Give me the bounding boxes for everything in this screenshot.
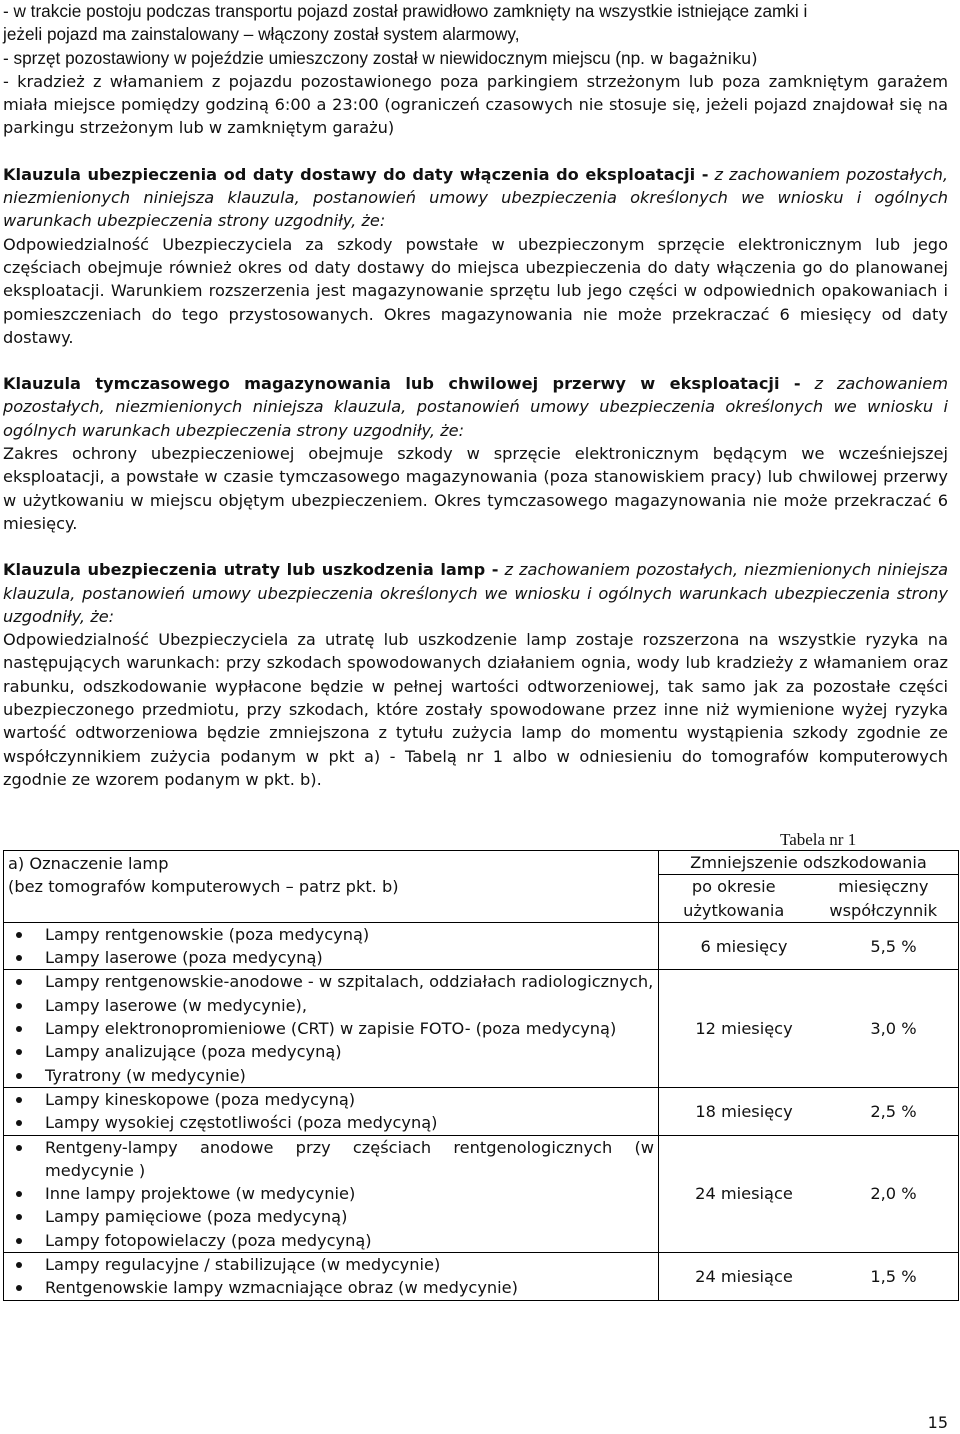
clause-delivery-title: Klauzula ubezpieczenia od daty dostawy do daty włączenia do eksploatacji -	[3, 164, 709, 184]
value-cell-2	[659, 970, 959, 1087]
list-item: Lampy laserowe (w medycynie),	[8, 994, 654, 1017]
header-reduction: Zmniejszenie odszkodowania	[659, 851, 959, 875]
clause-lamps-body: Odpowiedzialność Ubezpieczyciela za utratę lub uszkodzenie lamp zostaje rozszerzona na wszystkie ryzyka na następujących warunkach: przy szkodach spowodowanych działaniem ognia, wody lub kradzieży z włamaniem oraz rabunku, odszkodowanie wypłacone będzie w pełnej wartości odtworzeniowej, tak samo jak za pozostałe części ubezpieczonego przedmiotu, przy szkodach, które zostały spowodowane przez inne niż wymienione wyżej ryzyka wartość odtworzeniowa będzie zmniejszona z tytułu zużycia lamp do momentu wystąpienia szkody zgodnie ze współczynnikiem zużycia podanym w pkt a) - Tabelą nr 1 albo w odniesieniu do tomografów komputerowych zgodnie ze wzorem podanym w pkt. b).	[3, 630, 948, 789]
clause-storage	[3, 372, 948, 442]
coefficient-value: 5,5 %	[870, 936, 917, 956]
table-row	[4, 970, 959, 1087]
list-item: Lampy analizujące (poza medycyną)	[8, 1040, 654, 1063]
header-left-line-1: a) Oznaczenie lamp	[8, 854, 169, 873]
intro-line-1: - w trakcie postoju podczas transportu pojazd został prawidłowo zamknięty na wszystkie istniejące zamki i	[3, 1, 808, 21]
list-item: Rentgenowskie lampy wzmacniające obraz (w medycynie)	[8, 1276, 654, 1299]
clause-lamps-intro: z zachowaniem pozostałych, niezmienionych niniejsza klauzula, postanowień umowy ubezpieczenia określonych we wniosku i ogólnych warunkach ubezpieczenia strony uzgodniły, że:	[3, 560, 948, 626]
table-row	[4, 1135, 959, 1252]
intro-line-3-end: w bagażniku)	[650, 48, 758, 68]
lamp-group-5	[4, 1253, 659, 1301]
coefficient-value: 2,0 %	[870, 1184, 917, 1204]
intro-line-3	[3, 47, 948, 70]
lamp-group-2	[4, 970, 659, 1087]
document-page	[3, 0, 948, 791]
period-value: 12 miesięcy	[695, 1019, 793, 1039]
value-cell-1	[659, 922, 959, 970]
clause-delivery-body: Odpowiedzialność Ubezpieczyciela za szkody powstałe w ubezpieczonym sprzęcie elektronicznym lub jego częściach obejmuje również okres od daty dostawy do miejsca ubezpieczenia do daty włączenia go do planowanej eksploatacji. Warunkiem rozszerzenia jest magazynowanie sprzętu lub jego części w odpowiednich opakowaniach i pomieszczeniach do tego przystosowanych. Okres magazynowania nie może przekraczać 6 miesięcy od daty dostawy.	[3, 234, 948, 347]
list-item: Lampy regulacyjne / stabilizujące (w medycynie)	[8, 1253, 654, 1276]
clause-lamps-title: Klauzula ubezpieczenia utraty lub uszkodzenia lamp -	[3, 560, 499, 580]
table-header-row	[4, 851, 959, 875]
header-lamp-designation	[4, 851, 659, 923]
list-item: Lampy pamięciowe (poza medycyną)	[8, 1205, 654, 1228]
table-row	[4, 922, 959, 970]
period-value: 24 miesiące	[695, 1266, 793, 1286]
clause-delivery	[3, 163, 948, 233]
table-row	[4, 1253, 959, 1301]
coefficient-value: 3,0 %	[870, 1019, 917, 1039]
page-number: 15	[927, 1413, 948, 1432]
header-period: po okresie użytkowania	[683, 877, 785, 920]
lamp-group-3	[4, 1087, 659, 1135]
lamp-depreciation-table	[3, 850, 959, 1301]
list-item: Lampy kineskopowe (poza medycyną)	[8, 1088, 654, 1111]
list-item: Lampy laserowe (poza medycyną)	[8, 946, 654, 969]
intro-line-3-start: - sprzęt pozostawiony w pojeździe umieszczony został w niewidocznym miejscu (np.	[3, 47, 645, 68]
value-cell-3	[659, 1087, 959, 1135]
coefficient-value: 1,5 %	[870, 1266, 917, 1286]
list-item: Inne lampy projektowe (w medycynie)	[8, 1182, 654, 1205]
header-left-line-2: (bez tomografów komputerowych – patrz pkt. b)	[8, 877, 399, 897]
list-item: Lampy rentgenowskie (poza medycyną)	[8, 923, 654, 946]
intro-line-2: jeżeli pojazd ma zainstalowany – włączony został system alarmowy,	[3, 24, 520, 45]
header-coefficient: miesięczny współczynnik	[829, 877, 938, 920]
list-item: Rentgeny-lampy anodowe przy częściach rentgenologicznych (w medycynie )	[8, 1136, 654, 1183]
value-cell-4	[659, 1135, 959, 1252]
clause-delivery-intro: z zachowaniem pozostałych, niezmienionych niniejsza klauzula, postanowień umowy ubezpieczenia określonych we wniosku i ogólnych warunkach ubezpieczenia strony uzgodniły, że:	[3, 164, 948, 231]
clause-storage-title: Klauzula tymczasowego magazynowania lub chwilowej przerwy w eksploatacji -	[3, 374, 801, 394]
value-cell-5	[659, 1253, 959, 1301]
list-item: Lampy wysokiej częstotliwości (poza medycyną)	[8, 1111, 654, 1134]
clause-lamps	[3, 558, 948, 628]
period-value: 24 miesiące	[695, 1184, 793, 1204]
lamp-group-4	[4, 1135, 659, 1252]
list-item: Lampy rentgenowskie-anodowe - w szpitalach, oddziałach radiologicznych,	[8, 970, 654, 993]
intro-theft-condition: - kradzież z włamaniem z pojazdu pozostawionego poza parkingiem strzeżonym lub poza zamkniętym garażem miała miejsce pomiędzy godziną 6:00 a 23:00 (ograniczeń czasowych nie stosuje się, jeżeli pojazd znajdował się na parkingu strzeżonym lub w zamkniętym garażu)	[3, 71, 948, 138]
coefficient-value: 2,5 %	[870, 1101, 917, 1121]
list-item: Tyratrony (w medycynie)	[8, 1064, 654, 1087]
list-item: Lampy fotopowielaczy (poza medycyną)	[8, 1229, 654, 1252]
period-value: 18 miesięcy	[695, 1101, 793, 1121]
period-value: 6 miesięcy	[700, 936, 788, 956]
table-row	[4, 1087, 959, 1135]
clause-storage-body: Zakres ochrony ubezpieczeniowej obejmuje szkody w sprzęcie elektronicznym będącym we wcześniejszej eksploatacji, a powstałe w czasie tymczasowego magazynowania (poza stanowiskiem pracy) lub chwilowej przerwy w użytkowaniu w miejscu objętym ubezpieczeniem. Okres tymczasowego magazynowania nie może przekraczać 6 miesięcy.	[3, 444, 948, 533]
clause-storage-intro: z zachowaniem pozostałych, niezmienionych niniejsza klauzula, postanowień umowy ubezpieczenia określonych we wniosku i ogólnych warunkach ubezpieczenia strony uzgodniły, że:	[3, 374, 948, 440]
lamp-group-1	[4, 922, 659, 970]
list-item: Lampy elektronopromieniowe (CRT) w zapisie FOTO- (poza medycyną)	[8, 1017, 654, 1040]
header-subcolumns	[659, 875, 959, 923]
table-caption: Tabela nr 1	[780, 830, 857, 849]
